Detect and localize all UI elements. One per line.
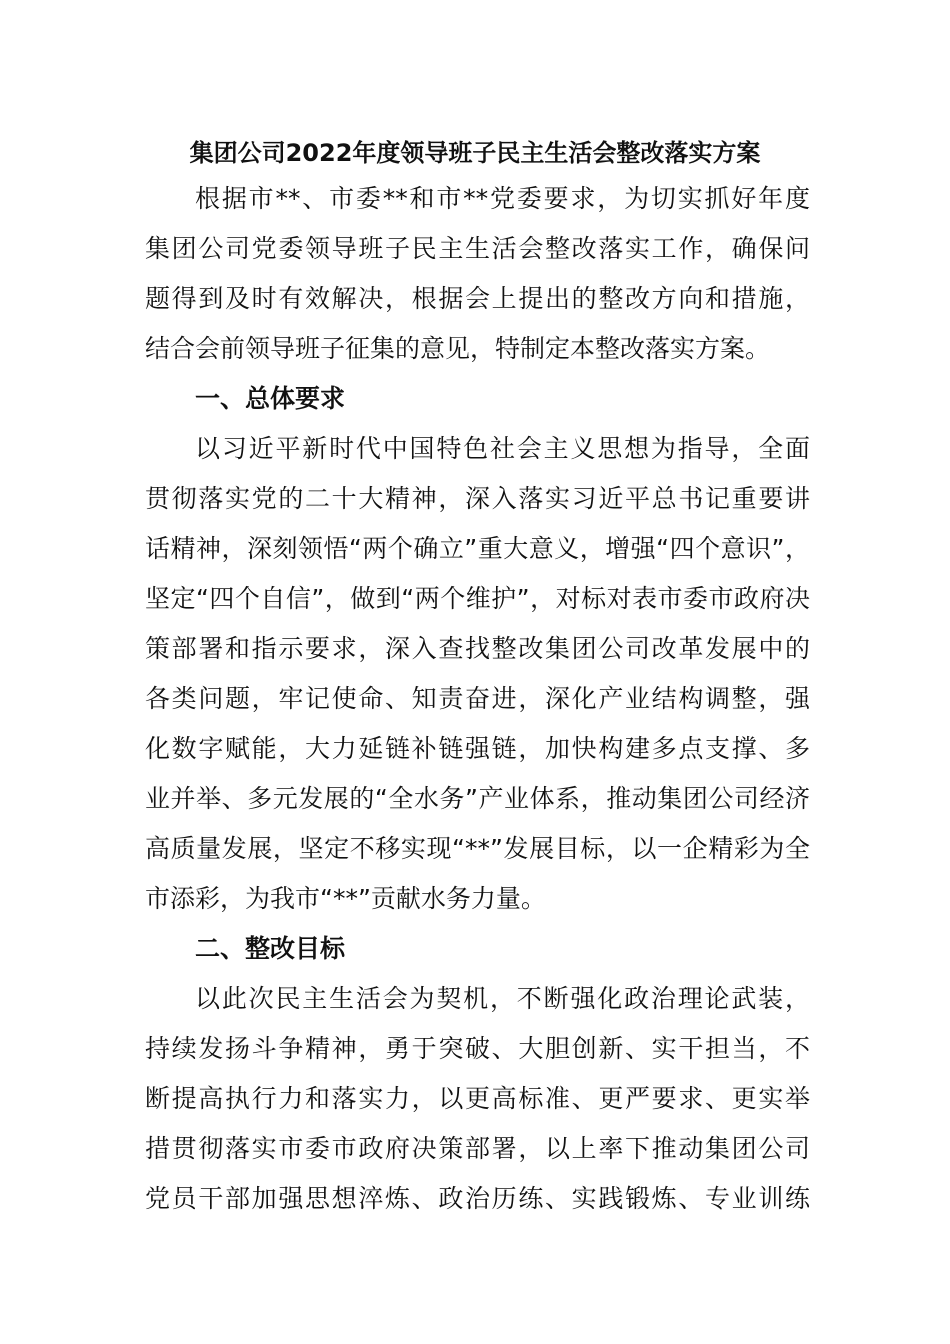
paragraph-line: 坚定“四个自信”，做到“两个维护”，对标对表市委市政府决 xyxy=(145,584,810,613)
paragraph-line: 贯彻落实党的二十大精神，深入落实习近平总书记重要讲 xyxy=(145,484,810,513)
paragraph-line: 题得到及时有效解决，根据会上提出的整改方向和措施， xyxy=(145,284,810,313)
section-heading-overall-requirements: 一、总体要求 xyxy=(195,384,346,413)
paragraph-line: 各类问题，牢记使命、知责奋进，深化产业结构调整，强 xyxy=(145,684,810,713)
paragraph-line: 持续发扬斗争精神，勇于突破、大胆创新、实干担当，不 xyxy=(145,1034,810,1063)
paragraph-line: 党员干部加强思想淬炼、政治历练、实践锻炼、专业训练 xyxy=(145,1184,810,1213)
paragraph-line: 以习近平新时代中国特色社会主义思想为指导，全面 xyxy=(195,434,810,463)
paragraph-line: 集团公司党委领导班子民主生活会整改落实工作，确保问 xyxy=(145,234,810,263)
paragraph-line: 话精神，深刻领悟“两个确立”重大意义，增强“四个意识”， xyxy=(145,534,810,563)
document-body xyxy=(145,174,810,1224)
section-heading-rectification-goals: 二、整改目标 xyxy=(195,934,346,963)
paragraph-line: 策部署和指示要求，深入查找整改集团公司改革发展中的 xyxy=(145,634,810,663)
paragraph-line: 化数字赋能，大力延链补链强链，加快构建多点支撑、多 xyxy=(145,734,810,763)
paragraph-line: 业并举、多元发展的“全水务”产业体系，推动集团公司经济 xyxy=(145,784,810,813)
paragraph-line: 以此次民主生活会为契机，不断强化政治理论武装， xyxy=(195,984,810,1013)
paragraph-line: 措贯彻落实市委市政府决策部署，以上率下推动集团公司 xyxy=(145,1134,810,1163)
paragraph-line: 断提高执行力和落实力，以更高标准、更严要求、更实举 xyxy=(145,1084,810,1113)
paragraph-line: 结合会前领导班子征集的意见，特制定本整改落实方案。 xyxy=(145,334,771,363)
paragraph-line: 根据市**、市委**和市**党委要求，为切实抓好年度 xyxy=(195,184,810,213)
paragraph-line: 高质量发展，坚定不移实现“**”发展目标，以一企精彩为全 xyxy=(145,834,810,863)
document-title: 集团公司2022年度领导班子民主生活会整改落实方案 xyxy=(189,139,761,167)
paragraph-line: 市添彩，为我市“**”贡献水务力量。 xyxy=(145,884,546,913)
